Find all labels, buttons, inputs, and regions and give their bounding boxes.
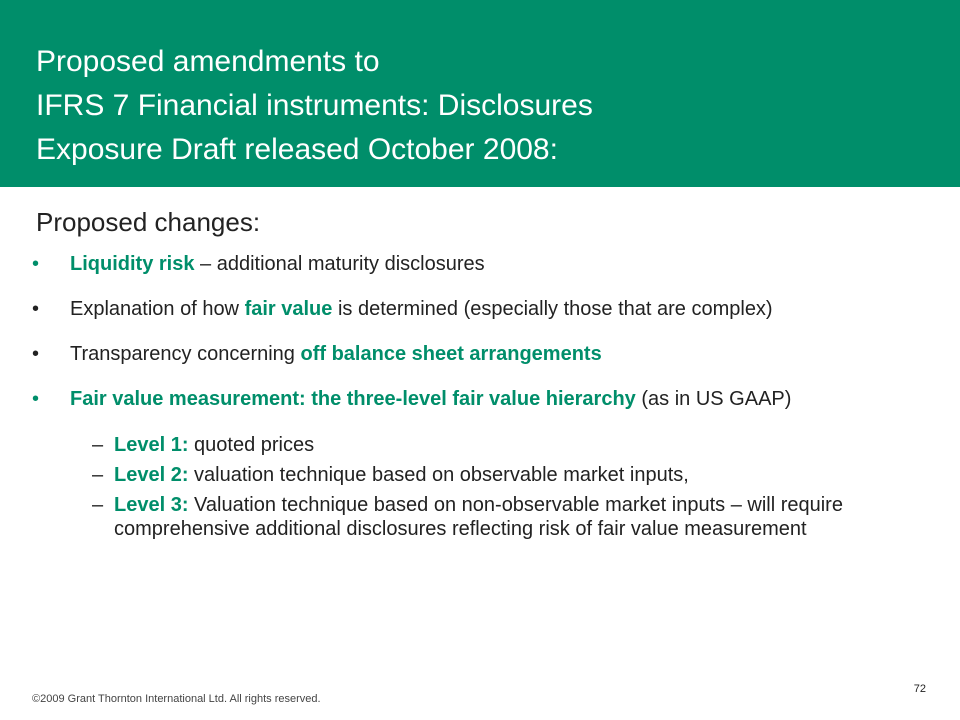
bullet-text-after: is determined (especially those that are complex) [332, 298, 773, 320]
copyright-footer: ©2009 Grant Thornton International Ltd. All rights reserved. [32, 693, 321, 705]
sub-item-level-1 [32, 433, 912, 457]
bullet-marker: • [32, 343, 40, 365]
title-line-2: IFRS 7 Financial instruments: Disclosures [36, 89, 593, 122]
bullet-highlight: Fair value measurement: the three-level fair value hierarchy [70, 388, 636, 410]
bullet-text: – additional maturity disclosures [194, 253, 485, 275]
bullet-marker: • [32, 253, 40, 275]
dash-marker: – [92, 434, 104, 456]
bullet-highlight: fair value [244, 298, 333, 320]
bullet-text-after: (as in US GAAP) [635, 388, 792, 410]
bullet-highlight: off balance sheet arrangements [300, 343, 602, 365]
page-number: 72 [913, 683, 926, 695]
title-line-1: Proposed amendments to [36, 45, 380, 78]
dash-marker: – [92, 494, 104, 516]
title-line-3: Exposure Draft released October 2008: [36, 133, 558, 166]
bullet-text-before: Transparency concerning [70, 343, 301, 365]
level-label: Level 1: [114, 434, 189, 456]
sub-item-level-3 [32, 493, 912, 541]
bullet-list [32, 252, 912, 562]
level-label: Level 3: [114, 494, 189, 516]
bullet-marker: • [32, 298, 40, 320]
bullet-highlight: Liquidity risk [70, 253, 195, 275]
level-text: quoted prices [188, 434, 315, 456]
bullet-item-fair-value-hierarchy [32, 387, 912, 541]
bullet-item-liquidity-risk [32, 252, 912, 276]
dash-marker: – [92, 464, 104, 486]
level-sublist [32, 433, 912, 541]
title-banner [0, 0, 960, 187]
bullet-item-fair-value-explanation [32, 297, 912, 321]
bullet-text-before: Explanation of how [70, 298, 245, 320]
sub-item-level-2 [32, 463, 912, 487]
bullet-item-transparency [32, 342, 912, 366]
level-text: valuation technique based on observable market inputs, [188, 464, 689, 486]
bullet-marker: • [32, 388, 40, 410]
level-text: Valuation technique based on non-observable market inputs – will require comprehensive additional disclosures reflecting risk of fair value measurement [114, 494, 843, 540]
level-label: Level 2: [114, 464, 189, 486]
slide-title [36, 40, 593, 172]
section-subheading: Proposed changes: [36, 207, 261, 237]
